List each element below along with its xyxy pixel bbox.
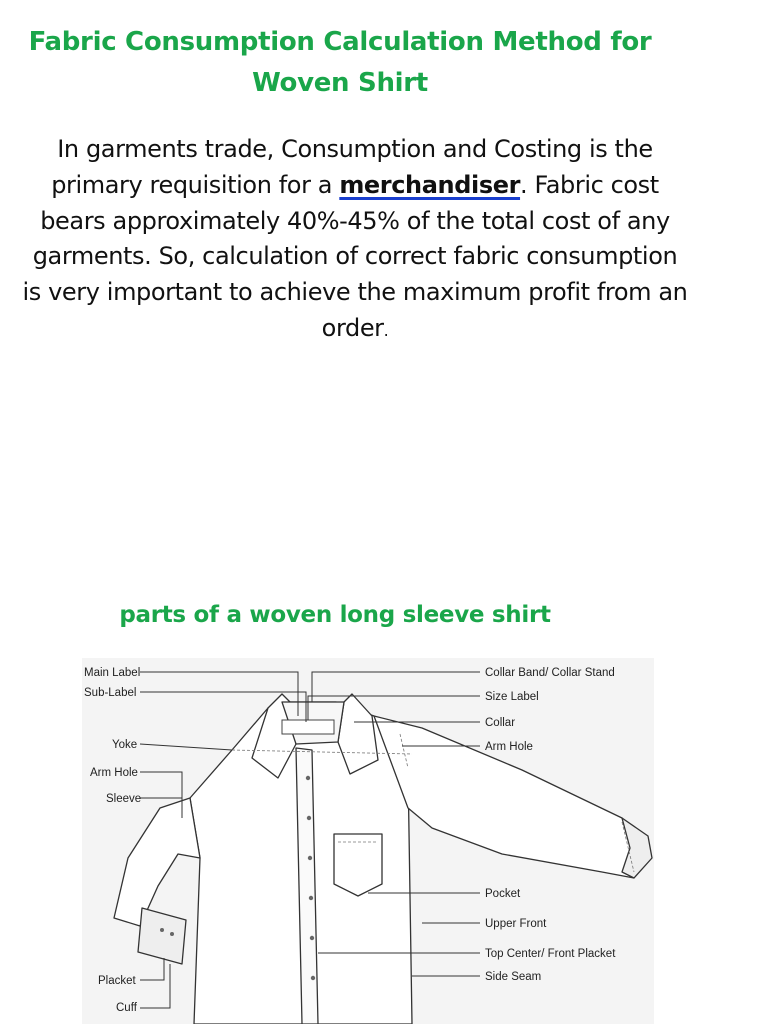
label-arm-hole-left: Arm Hole — [90, 767, 138, 779]
intro-text-end: . Fabric cost bears approximately 40%-45% of the total cost of any garments. So, calculation of correct fabric consumption is very important to achieve the maximum profit from an order — [22, 170, 688, 342]
page-title — [0, 22, 680, 104]
left-cuff — [138, 908, 186, 964]
shirt-diagram-svg — [82, 658, 654, 1024]
label-collar-band: Collar Band/ Collar Stand — [485, 667, 615, 679]
section-title: parts of a woven long sleeve shirt — [119, 602, 551, 628]
shirt-parts-diagram — [82, 658, 654, 1024]
merchandiser-link[interactable]: merchandiser — [339, 170, 521, 199]
label-main-label: Main Label — [84, 667, 141, 679]
intro-period: . — [383, 320, 389, 340]
label-pocket: Pocket — [485, 888, 521, 900]
label-arm-hole-right: Arm Hole — [485, 741, 533, 753]
label-sub-label: Sub-Label — [84, 687, 137, 699]
intro-text-start: In garments trade, Consumption and Costing is the primary requisition for a — [51, 135, 653, 199]
chest-pocket — [334, 834, 382, 896]
intro-paragraph — [20, 132, 690, 349]
label-size-label: Size Label — [485, 691, 539, 703]
label-upper-front: Upper Front — [485, 918, 547, 930]
title-line-2: Woven Shirt — [252, 68, 428, 98]
label-side-seam: Side Seam — [485, 971, 542, 983]
label-cuff: Cuff — [116, 1002, 137, 1014]
title-line-1: Fabric Consumption Calculation Method for — [28, 27, 652, 57]
label-yoke: Yoke — [112, 739, 138, 751]
label-placket: Placket — [98, 975, 136, 987]
label-front-placket: Top Center/ Front Placket — [485, 948, 616, 960]
label-collar: Collar — [485, 717, 516, 729]
left-sleeve — [114, 798, 200, 926]
label-sleeve: Sleeve — [106, 793, 142, 805]
